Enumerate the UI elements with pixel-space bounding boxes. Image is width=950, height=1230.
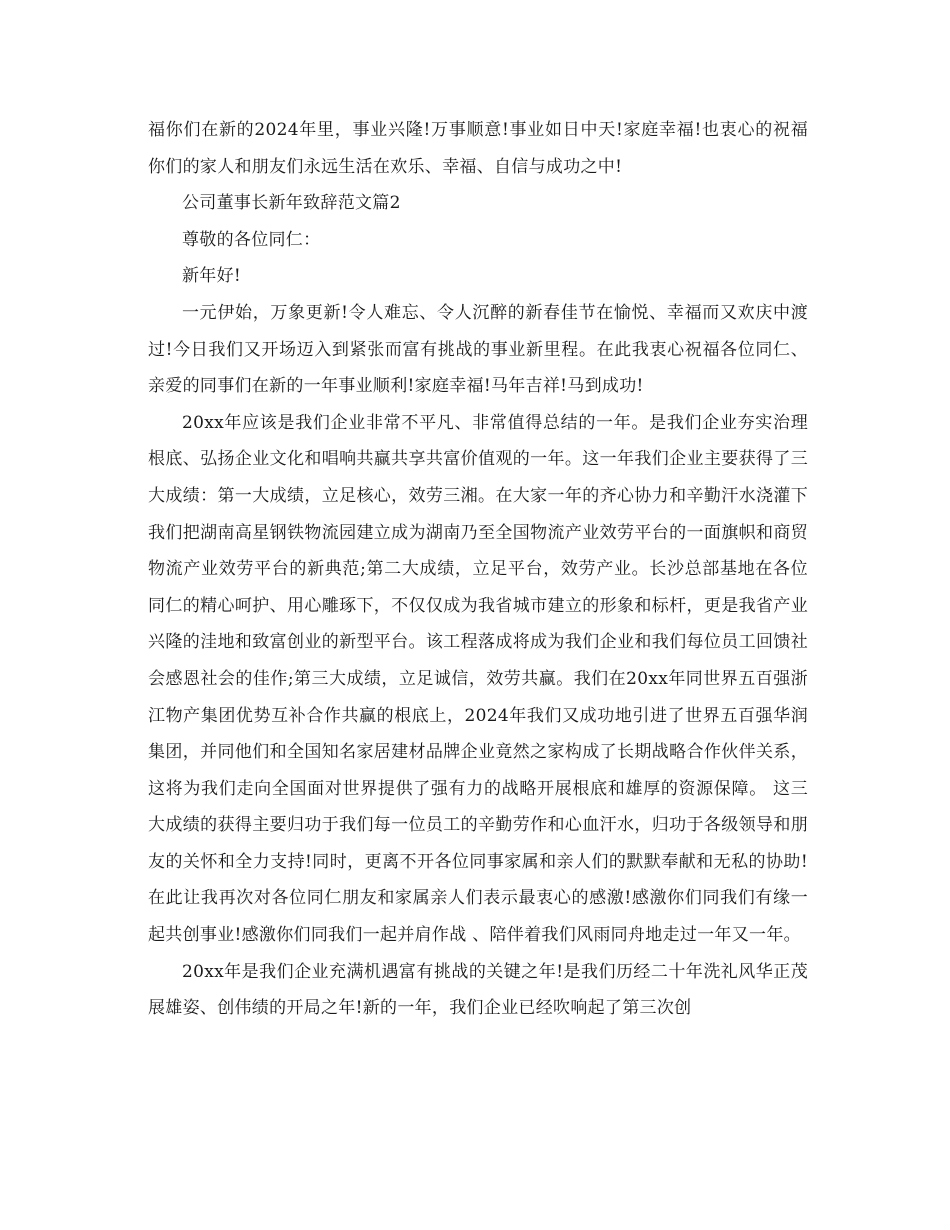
paragraph-closing-wishes: 福你们在新的2024年里，事业兴隆!万事顺意!事业如日中天!家庭幸福!也衷心的祝福你们的家人和朋友们永远生活在欢乐、幸福、自信与成功之中! xyxy=(148,120,808,177)
section-title: 公司董事长新年致辞范文篇2 xyxy=(182,193,401,214)
greeting: 新年好! xyxy=(182,266,242,287)
paragraph-achievements: 20xx年应该是我们企业非常不平凡、非常值得总结的一年。是我们企业夯实治理根底、弘扬企业文化和唱响共赢共享共富价值观的一年。这一年我们企业主要获得了三大成绩：第一大成绩，立足核心，效劳三湘。在大家一年的齐心协力和辛勤汗水浇灌下我们把湖南高星钢铁物流园建立成为湖南乃至全国物流产业效劳平台的一面旗帜和商贸物流产业效劳平台的新典范;第二大成绩，立足平台，效劳产业。长沙总部基地在各位同仁的精心呵护、用心雕琢下，不仅仅成为我省城市建立的形象和标杆，更是我省产业兴隆的洼地和致富创业的新型平台。该工程落成将成为我们企业和我们每位员工回馈社会感恩社会的佳作;第三大成绩，立足诚信，效劳共赢。我们在20xx年同世界五百强浙江物产集团优势互补合作共赢的根底上，2024年我们又成功地引进了世界五百强华润集团，并同他们和全国知名家居建材品牌企业竟然之家构成了长期战略合作伙伴关系，这将为我们走向全国面对世界提供了强有力的战略开展根底和雄厚的资源保障。 这三大成绩的获得主要归功于我们每一位员工的辛勤劳作和心血汗水，归功于各级领导和朋友的关怀和全力支持!同时，更离不开各位同事家属和亲人们的默默奉献和无私的协助!在此让我再次对各位同仁朋友和家属亲人们表示最衷心的感激!感激你们同我们有缘一起共创事业!感激你们同我们一起并肩作战 、陪伴着我们风雨同舟地走过一年又一年。 xyxy=(148,412,808,946)
paragraph-outlook: 20xx年是我们企业充满机遇富有挑战的关键之年!是我们历经二十年洗礼风华正茂展雄姿、创伟绩的开局之年!新的一年，我们企业已经吹响起了第三次创 xyxy=(148,961,808,1019)
paragraph-new-year-wishes: 一元伊始，万象更新!令人难忘、令人沉醉的新春佳节在愉悦、幸福而又欢庆中渡过!今日我们又开场迈入到紧张而富有挑战的事业新里程。在此我衷心祝福各位同仁、亲爱的同事们在新的一年事业顺利!家庭幸福!马年吉祥!马到成功! xyxy=(148,302,808,397)
salutation: 尊敬的各位同仁： xyxy=(182,229,321,250)
document-body xyxy=(148,112,808,1027)
